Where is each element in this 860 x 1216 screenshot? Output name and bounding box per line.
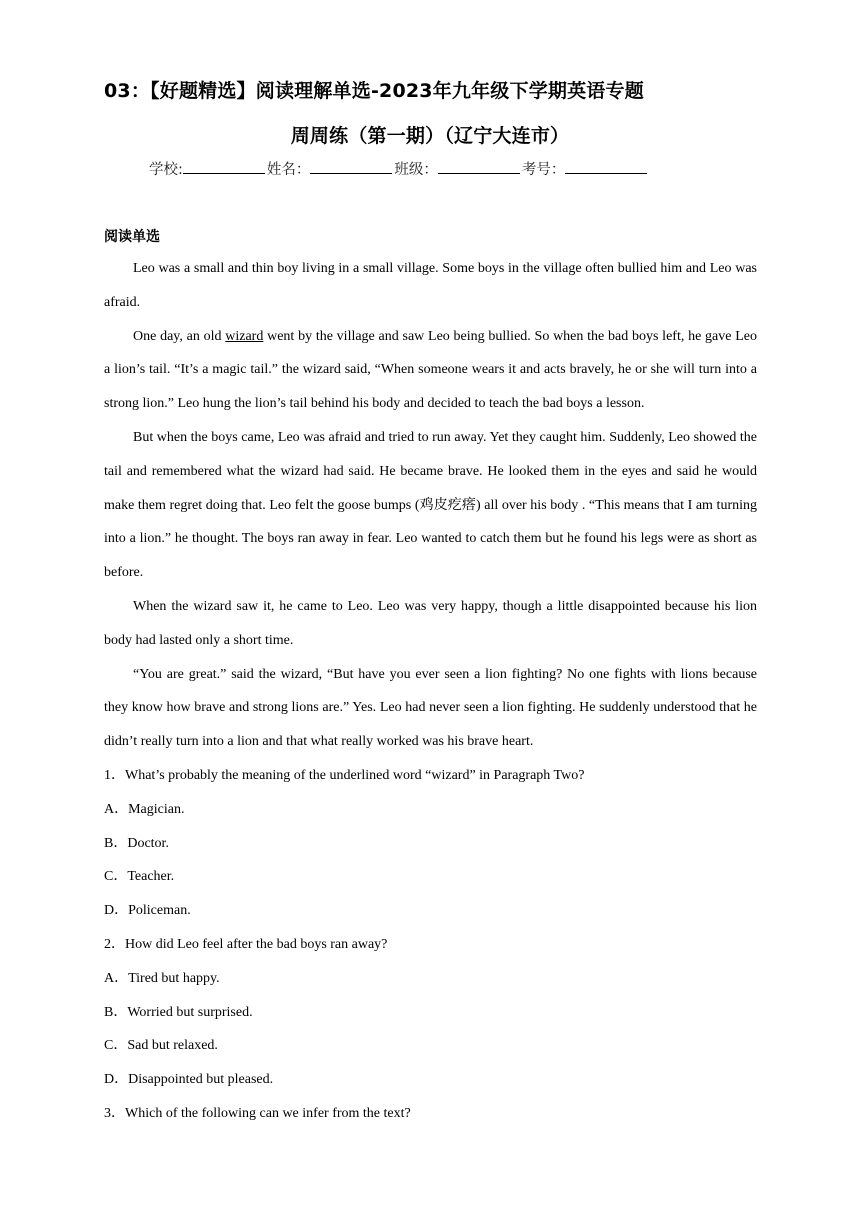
class-blank	[438, 159, 520, 174]
student-info-fields	[149, 158, 649, 179]
question-2-option-c: C．Sad but relaxed.	[104, 1038, 218, 1054]
school-blank	[183, 159, 265, 174]
school-label: 学校:	[149, 162, 183, 178]
question-1-option-d: D．Policeman.	[104, 903, 191, 919]
question-1-option-c: C．Teacher.	[104, 869, 175, 885]
question-2-option-a: A．Tired but happy.	[104, 970, 220, 986]
exam-number-label: 考号：	[521, 162, 566, 178]
name-blank	[310, 159, 392, 174]
class-label: 班级：	[394, 162, 438, 178]
question-1-option-b: B．Doctor.	[104, 835, 169, 851]
passage-and-questions	[104, 252, 757, 1131]
question-2-option-b: B．Worried but surprised.	[104, 1004, 253, 1020]
paragraph-2-text-end: went by the village and saw Leo being bullied. So when the bad boys left, he gave Leo a lion’s tail. “It’s a magic tail.” the wizard said, “When someone wears it and acts bravely, he or she will turn into a strong lion.” Leo hung the lion’s tail behind his body and decided to teach the bad boys a lesson.	[104, 328, 757, 412]
document-title-line2: 周周练（第一期）（辽宁大连市）	[290, 125, 570, 147]
paragraph-2-text-start: One day, an old	[133, 328, 226, 344]
underlined-word-wizard: wizard	[225, 328, 264, 344]
passage-paragraph-3: But when the boys came, Leo was afraid and tried to run away. Yet they caught him. Suddenly, Leo showed the tail and remembered what the wizard had said. He became brave. He looked them in the eyes and said he would make them regret doing that. Leo felt the goose bumps (鸡皮疙瘩) all over his body . “This means that I am turning into a lion.” he thought. The boys ran away in fear. Leo wanted to catch them but he found his legs were as short as before.	[104, 429, 757, 581]
section-title: 阅读单选	[104, 229, 160, 245]
passage-paragraph-2	[104, 320, 757, 421]
question-2-stem: 2．How did Leo feel after the bad boys ran away?	[104, 936, 388, 952]
question-1-option-a: A．Magician.	[104, 801, 185, 817]
question-1-stem: 1．What’s probably the meaning of the underlined word “wizard” in Paragraph Two?	[104, 767, 585, 783]
passage-paragraph-1: Leo was a small and thin boy living in a small village. Some boys in the village often bullied him and Leo was afraid.	[104, 261, 757, 310]
document-title-line1: 03：【好题精选】阅读理解单选-2023年九年级下学期英语专题	[104, 80, 644, 102]
name-label: 姓名：	[266, 162, 311, 178]
exam-number-blank	[565, 159, 647, 174]
passage-paragraph-5: “You are great.” said the wizard, “But have you ever seen a lion fighting? No one fights with lions because they know how brave and strong lions are.” Yes. Leo had never seen a lion fighting. He suddenly understood that he didn’t really turn into a lion and that what really worked was his brave heart.	[104, 666, 757, 750]
question-2-option-d: D．Disappointed but pleased.	[104, 1072, 274, 1088]
question-3-stem: 3．Which of the following can we infer from the text?	[104, 1105, 411, 1121]
passage-paragraph-4: When the wizard saw it, he came to Leo. Leo was very happy, though a little disappointed because his lion body had lasted only a short time.	[104, 598, 757, 648]
